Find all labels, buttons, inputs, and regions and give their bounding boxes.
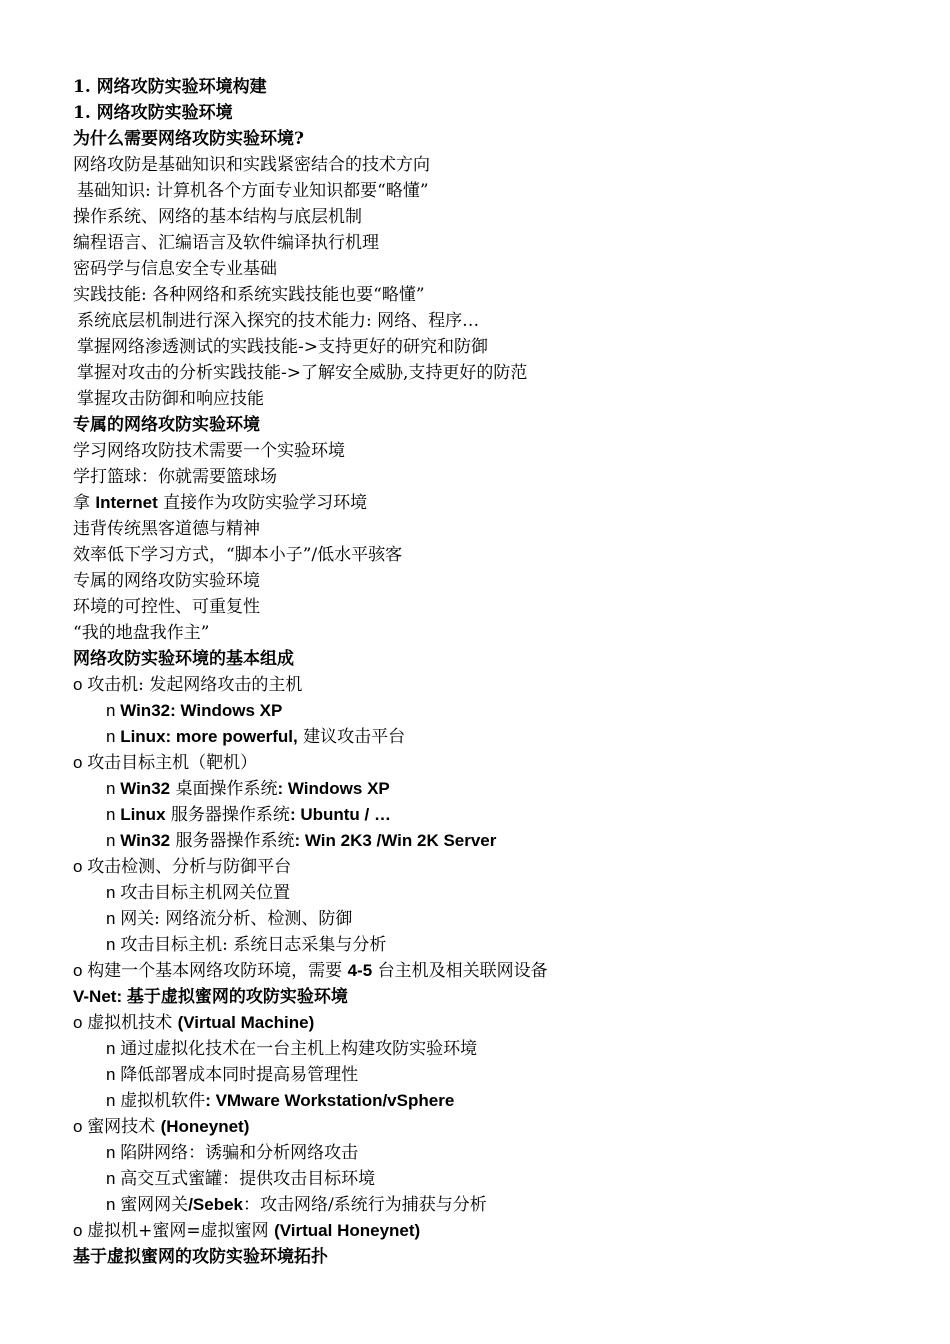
- text-span-bold: : Win 2K3 /Win 2K Server: [294, 831, 497, 850]
- bullet-o: o: [73, 961, 88, 980]
- text-line: 违背传统黑客道德与精神: [73, 519, 260, 539]
- text-span: 拿: [73, 493, 96, 513]
- list-item: [73, 958, 893, 984]
- heading-vnet: [73, 984, 893, 1010]
- text-span: 服务器操作系统: [165, 805, 290, 825]
- text-span: 直接作为攻防实验学习环境: [157, 493, 368, 513]
- bullet-o: o: [73, 1117, 88, 1136]
- text-line: 环境的可控性、可重复性: [73, 597, 260, 617]
- text-line: 学习网络攻防技术需要一个实验环境: [73, 441, 345, 461]
- list-item: [73, 1218, 893, 1244]
- heading-composition: 网络攻防实验环境的基本组成: [73, 649, 294, 669]
- bullet-n: n: [106, 831, 121, 850]
- bullet-n: n: [106, 727, 121, 746]
- sub-list-item: [73, 776, 893, 802]
- bullet-n: n: [106, 883, 121, 902]
- bullet-n: n: [106, 935, 121, 954]
- text-line: 效率低下学习方式，“脚本小子”/低水平骇客: [73, 545, 403, 565]
- text-line: 网络攻防是基础知识和实践紧密结合的技术方向: [73, 155, 430, 175]
- text-span: 桌面操作系统: [170, 779, 278, 799]
- text-line: 专属的网络攻防实验环境: [73, 571, 260, 591]
- text-span-bold: Internet: [95, 493, 158, 512]
- list-item: [73, 750, 893, 776]
- text-span-bold: (Virtual Machine): [177, 1013, 315, 1032]
- bullet-n: n: [106, 1169, 121, 1188]
- text-span: 基于虚拟蜜网的攻防实验环境: [126, 987, 348, 1007]
- bullet-n: n: [106, 779, 121, 798]
- sub-list-item: [73, 1192, 893, 1218]
- text-span: 通过虚拟化技术在一台主机上构建攻防实验环境: [120, 1039, 478, 1059]
- text-span-bold: Win32: [120, 779, 171, 798]
- list-item: [73, 1114, 893, 1140]
- text-span: 攻击机: 发起网络攻击的主机: [87, 675, 303, 695]
- bullet-n: n: [106, 909, 121, 928]
- text-span-bold: (Honeynet): [160, 1117, 250, 1136]
- text-span: 攻击目标主机: 系统日志采集与分析: [120, 935, 387, 955]
- text-line: 学打篮球：你就需要篮球场: [73, 467, 277, 487]
- sub-list-item: [73, 1088, 893, 1114]
- text-span-bold: Linux: [120, 805, 166, 824]
- text-span: 建议攻击平台: [297, 727, 406, 747]
- bullet-n: n: [106, 1195, 121, 1214]
- bullet-n: n: [106, 1039, 121, 1058]
- bullet-o: o: [73, 675, 88, 694]
- text-span-bold: Win32: [120, 831, 171, 850]
- heading-section: 1. 网络攻防实验环境: [73, 103, 233, 123]
- sub-list-item: [73, 802, 893, 828]
- text-span: 攻击目标主机网关位置: [120, 883, 291, 903]
- text-span: 网关: 网络流分析、检测、防御: [120, 909, 353, 929]
- text-line: “我的地盘我作主”: [73, 623, 210, 643]
- heading-chapter: 1. 网络攻防实验环境构建: [73, 77, 267, 97]
- text-span-bold: /Sebek: [188, 1195, 243, 1214]
- bullet-o: o: [73, 753, 88, 772]
- text-line: 密码学与信息安全专业基础: [73, 259, 277, 279]
- text-line: [73, 490, 893, 516]
- text-line: 掌握对攻击的分析实践技能->了解安全威胁,支持更好的防范: [77, 363, 528, 383]
- text-line: 编程语言、汇编语言及软件编译执行机理: [73, 233, 379, 253]
- text-span-bold: Linux: more powerful,: [120, 727, 298, 746]
- list-item: [73, 672, 893, 698]
- text-span: 虚拟机+蜜网=虚拟蜜网: [87, 1221, 275, 1241]
- bullet-n: n: [106, 1143, 121, 1162]
- text-span: 降低部署成本同时提高易管理性: [120, 1065, 359, 1085]
- text-span: 高交互式蜜罐：提供攻击目标环境: [120, 1169, 376, 1189]
- sub-list-item: [73, 698, 893, 724]
- list-item: [73, 1010, 893, 1036]
- bullet-n: n: [106, 805, 121, 824]
- list-item: [73, 854, 893, 880]
- text-span: 攻击检测、分析与防御平台: [87, 857, 292, 877]
- bullet-o: o: [73, 1013, 88, 1032]
- bullet-o: o: [73, 857, 88, 876]
- sub-list-item: [73, 1166, 893, 1192]
- text-span: 虚拟机软件: [120, 1091, 206, 1111]
- bullet-n: n: [106, 1065, 121, 1084]
- sub-list-item: [73, 1036, 893, 1062]
- heading-topology: 基于虚拟蜜网的攻防实验环境拓扑: [73, 1247, 328, 1267]
- heading-why: 为什么需要网络攻防实验环境?: [73, 129, 304, 149]
- bullet-n: n: [106, 1091, 121, 1110]
- text-span: 构建一个基本网络攻防环境，需要: [87, 961, 348, 981]
- sub-list-item: [73, 724, 893, 750]
- text-span-bold: (Virtual Honeynet): [274, 1221, 421, 1240]
- bullet-o: o: [73, 1221, 88, 1240]
- text-line: 操作系统、网络的基本结构与底层机制: [73, 207, 362, 227]
- text-span: 台主机及相关联网设备: [372, 961, 548, 981]
- text-span: 攻击目标主机（靶机）: [87, 753, 258, 773]
- sub-list-item: [73, 906, 893, 932]
- sub-list-item: [73, 1062, 893, 1088]
- text-line: 实践技能: 各种网络和系统实践技能也要“略懂”: [73, 285, 425, 305]
- sub-list-item: [73, 1140, 893, 1166]
- text-span-bold: : Windows XP: [277, 779, 390, 798]
- bullet-n: n: [106, 701, 121, 720]
- text-span-bold: Win32: Windows XP: [120, 701, 283, 720]
- text-span: 陷阱网络：诱骗和分析网络攻击: [120, 1143, 359, 1163]
- text-line: 掌握网络渗透测试的实践技能->支持更好的研究和防御: [77, 337, 488, 357]
- text-line: 基础知识: 计算机各个方面专业知识都要“略懂”: [77, 181, 429, 201]
- text-span: 蜜网技术: [87, 1117, 161, 1137]
- text-span-bold: 4-5: [347, 961, 373, 980]
- text-line: 掌握攻击防御和响应技能: [77, 389, 264, 409]
- text-span-bold: : Ubuntu / …: [289, 805, 391, 824]
- text-span: 蜜网网关: [120, 1195, 189, 1215]
- text-line: 系统底层机制进行深入探究的技术能力: 网络、程序…: [77, 311, 480, 331]
- text-span-bold: : VMware Workstation/vSphere: [205, 1091, 455, 1110]
- heading-dedicated: 专属的网络攻防实验环境: [73, 415, 260, 435]
- text-span: 服务器操作系统: [170, 831, 295, 851]
- text-span: 虚拟机技术: [87, 1013, 178, 1033]
- sub-list-item: [73, 880, 893, 906]
- sub-list-item: [73, 932, 893, 958]
- sub-list-item: [73, 828, 893, 854]
- text-span-bold: V-Net:: [73, 987, 127, 1006]
- document-body: [73, 74, 893, 1270]
- text-span: ：攻击网络/系统行为捕获与分析: [243, 1195, 487, 1215]
